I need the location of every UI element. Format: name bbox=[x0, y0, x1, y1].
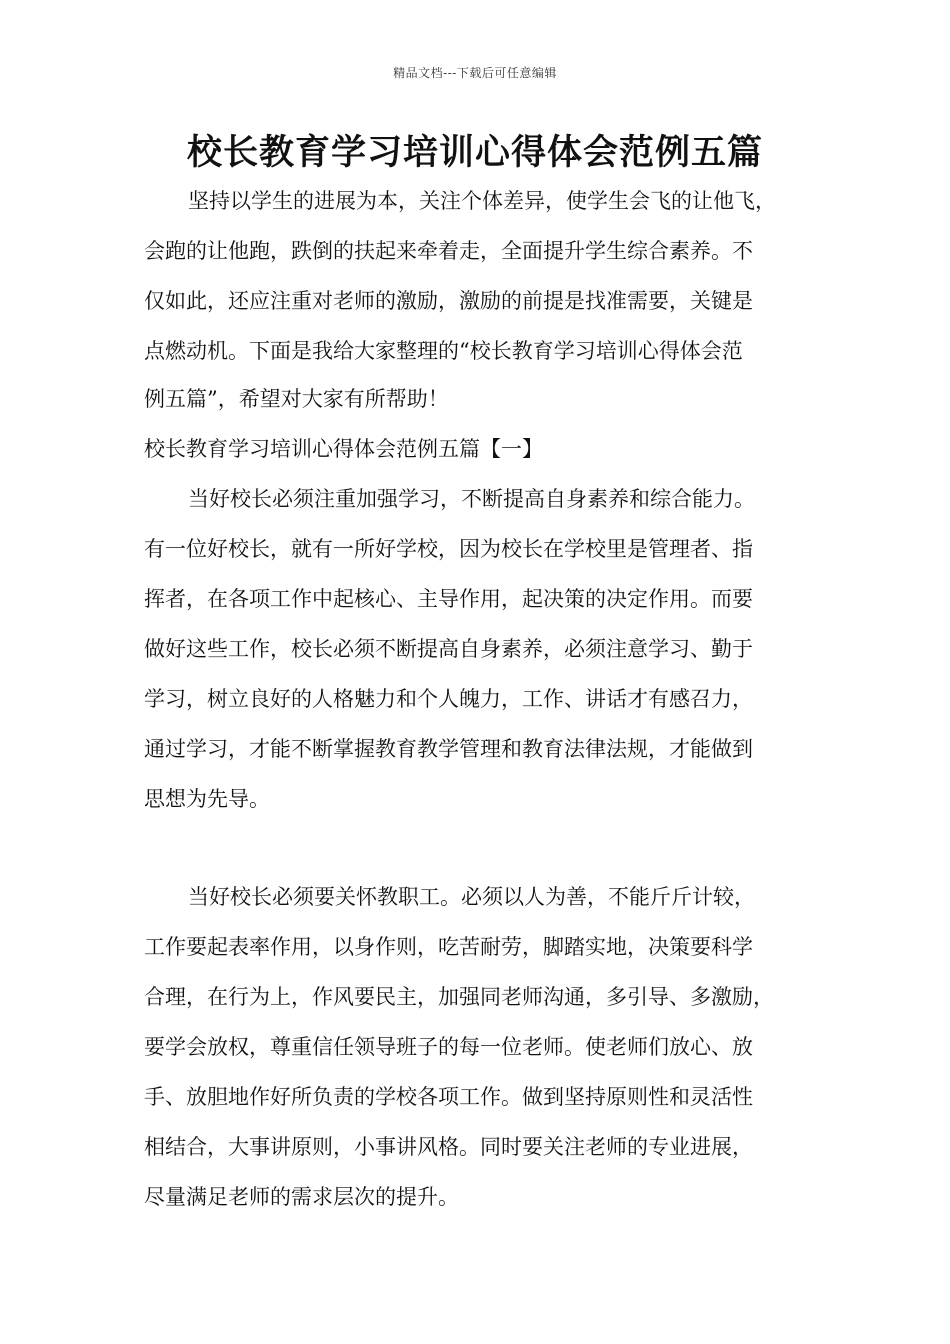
paragraph-line: 合理，在行为上，作风要民主，加强同老师沟通，多引导、多激励， bbox=[144, 985, 774, 1009]
paragraph-line: 有一位好校长，就有一所好学校，因为校长在学校里是管理者、指 bbox=[144, 537, 753, 561]
paragraph-line: 要学会放权，尊重信任领导班子的每一位老师。使老师们放心、放 bbox=[144, 1035, 753, 1059]
paragraph-line: 手、放胆地作好所负责的学校各项工作。做到坚持原则性和灵活性 bbox=[144, 1085, 753, 1109]
section-heading: 校长教育学习培训心得体会范例五篇【一】 bbox=[144, 437, 543, 461]
paragraph-line: 做好这些工作，校长必须不断提高自身素养，必须注意学习、勤于 bbox=[144, 637, 753, 661]
intro-line: 会跑的让他跑，跌倒的扶起来牵着走，全面提升学生综合素养。不 bbox=[144, 239, 753, 263]
intro-line: 仅如此，还应注重对老师的激励，激励的前提是找准需要，关键是 bbox=[144, 289, 753, 313]
paragraph-line: 工作要起表率作用，以身作则，吃苦耐劳，脚踏实地，决策要科学 bbox=[144, 935, 753, 959]
intro-line: 坚持以学生的进展为本，关注个体差异，使学生会飞的让他飞， bbox=[188, 189, 776, 213]
paragraph-line: 当好校长必须注重加强学习，不断提高自身素养和综合能力。 bbox=[188, 487, 755, 511]
paragraph-line: 当好校长必须要关怀教职工。必须以人为善，不能斤斤计较， bbox=[188, 885, 755, 909]
paragraph-line: 思想为先导。 bbox=[144, 787, 270, 811]
paragraph-line: 相结合，大事讲原则，小事讲风格。同时要关注老师的专业进展， bbox=[144, 1135, 753, 1159]
intro-line: 点燃动机。下面是我给大家整理的“校长教育学习培训心得体会范 bbox=[144, 339, 743, 363]
page-title: 校长教育学习培训心得体会范例五篇 bbox=[186, 132, 763, 173]
paragraph-line: 学习，树立良好的人格魅力和个人魄力，工作、讲话才有感召力， bbox=[144, 687, 753, 711]
header-note: 精品文档---下载后可任意编辑 bbox=[393, 66, 557, 80]
paragraph-line: 挥者，在各项工作中起核心、主导作用，起决策的决定作用。而要 bbox=[144, 587, 753, 611]
paragraph-line: 尽量满足老师的需求层次的提升。 bbox=[144, 1185, 459, 1209]
intro-line: 例五篇”，希望对大家有所帮助！ bbox=[144, 387, 449, 411]
paragraph-line: 通过学习，才能不断掌握教育教学管理和教育法律法规，才能做到 bbox=[144, 737, 753, 761]
